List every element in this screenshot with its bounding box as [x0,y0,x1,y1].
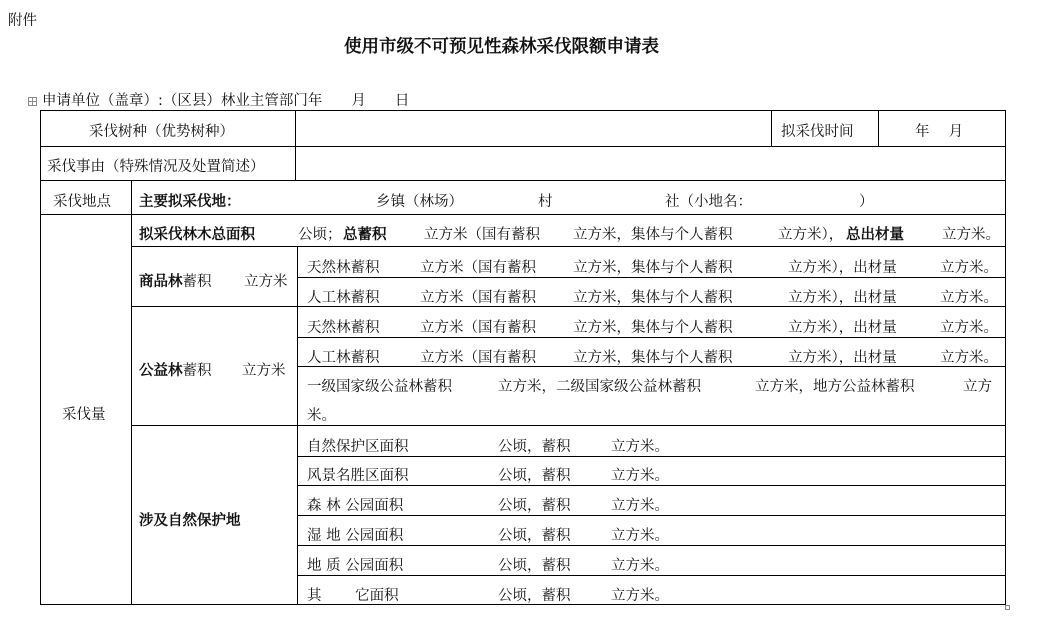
protected-area-unit: 公顷，蓄积 [498,528,571,544]
planted-forest-label: 人工林蓄积 [307,350,380,366]
protected-stock-unit: 立方米。 [611,528,669,544]
local-public-unit: 立方 [963,379,992,395]
harvest-time-label: 拟采伐时间 [781,124,854,140]
col-line [297,246,298,605]
row-line [297,485,1006,486]
protected-item-label: 其 它面积 [307,588,399,604]
attachment-label: 附件 [8,13,37,29]
location-close: ） [859,194,874,210]
row-line [297,277,1006,278]
natural-forest-label: 天然林蓄积 [307,260,380,276]
vol-collective: 立方米，集体与个人蓄积 [573,350,733,366]
total-collective-stock: 立方米，集体与个人蓄积 [573,227,733,243]
total-state-stock: 立方米（国有蓄积 [424,227,540,243]
location-main-label: 主要拟采伐地： [139,194,241,210]
vol-end: 立方米。 [940,320,998,336]
vol-collective: 立方米，集体与个人蓄积 [573,320,733,336]
local-public-unit-end: 米。 [307,408,336,424]
row-line [131,425,1006,426]
protected-area-unit: 公顷，蓄积 [498,498,571,514]
level1-public-stock: 一级国家级公益林蓄积 [307,379,452,395]
total-output-unit: 立方米。 [942,227,1000,243]
protected-area-unit: 公顷，蓄积 [498,439,571,455]
species-input-cell[interactable] [296,111,770,145]
vol-collective: 立方米，集体与个人蓄积 [573,260,733,276]
total-area-unit: 公顷； [298,227,342,243]
row-line [297,515,1006,516]
vol-output: 立方米），出材量 [788,260,897,276]
protected-stock-unit: 立方米。 [611,468,669,484]
protected-item-label: 地 质 公园面积 [307,558,404,574]
vol-end: 立方米。 [940,290,998,306]
row-line [297,337,1006,338]
form-title: 使用市级不可预见性森林采伐限额申请表 [344,37,659,57]
protected-stock-unit: 立方米。 [611,558,669,574]
col-line [771,110,772,146]
row-line [297,456,1006,457]
table-move-handle-icon[interactable] [28,97,37,106]
protected-area-unit: 公顷，蓄积 [498,558,571,574]
reason-input-cell[interactable] [296,147,1005,179]
commercial-forest-label [139,270,212,291]
location-label: 采伐地点 [53,194,111,210]
commercial-forest-unit: 立方米 [244,274,288,290]
harvest-time-value[interactable]: 年 月 [915,124,964,140]
total-stock-label: 总蓄积 [343,227,387,243]
protected-item-label: 风景名胜区面积 [307,468,409,484]
species-label: 采伐树种（优势树种） [89,124,234,140]
row-line [297,545,1006,546]
vol-state: 立方米（国有蓄积 [420,320,536,336]
protected-areas-label: 涉及自然保护地 [139,513,241,529]
table-border-left [40,110,41,605]
row-line [40,180,1006,181]
volume-label: 采伐量 [62,407,106,423]
level2-public-stock: 立方米，二级国家级公益林蓄积 [498,379,701,395]
public-forest-unit: 立方米 [242,363,286,379]
protected-area-unit: 公顷，蓄积 [498,588,571,604]
protected-stock-unit: 立方米。 [611,588,669,604]
public-forest-label [139,359,212,380]
protected-stock-unit: 立方米。 [611,439,669,455]
vol-state: 立方米（国有蓄积 [420,350,536,366]
commercial-forest-stock: 蓄积 [182,274,212,290]
table-border-right [1005,110,1006,605]
protected-item-label: 森 林 公园面积 [307,498,404,514]
table-resize-handle-icon[interactable] [1005,605,1010,610]
protected-area-unit: 公顷，蓄积 [498,468,571,484]
applicant-line: 申请单位（盖章）:（区县）林业主管部门年 月 日 [42,93,410,109]
vol-end: 立方米。 [940,350,998,366]
location-village: 村 [538,194,553,210]
vol-output: 立方米），出材量 [788,350,897,366]
vol-output: 立方米），出材量 [788,320,897,336]
public-forest-stock: 蓄积 [182,363,212,379]
total-output-label: 总出材量 [846,227,904,243]
vol-collective: 立方米，集体与个人蓄积 [573,290,733,306]
vol-output: 立方米），出材量 [788,290,897,306]
total-stock-close: 立方米）， [778,227,844,243]
vol-end: 立方米。 [940,260,998,276]
reason-label: 采伐事由（特殊情况及处置简述） [47,159,265,175]
planted-forest-label: 人工林蓄积 [307,290,380,306]
location-town: 乡镇（林场） [376,194,463,210]
protected-item-label: 自然保护区面积 [307,439,409,455]
vol-state: 立方米（国有蓄积 [420,260,536,276]
col-line [878,110,879,146]
col-line [131,180,132,605]
row-line [297,575,1006,576]
commercial-forest-bold: 商品林 [139,274,183,290]
location-she: 社（小地名： [665,194,752,210]
total-area-label: 拟采伐林木总面积 [139,227,255,243]
protected-stock-unit: 立方米。 [611,498,669,514]
protected-item-label: 湿 地 公园面积 [307,528,404,544]
row-line [131,246,1006,247]
public-forest-bold: 公益林 [139,363,183,379]
row-line [40,214,1006,215]
natural-forest-label: 天然林蓄积 [307,320,380,336]
vol-state: 立方米（国有蓄积 [420,290,536,306]
local-public-stock: 立方米，地方公益林蓄积 [755,379,915,395]
